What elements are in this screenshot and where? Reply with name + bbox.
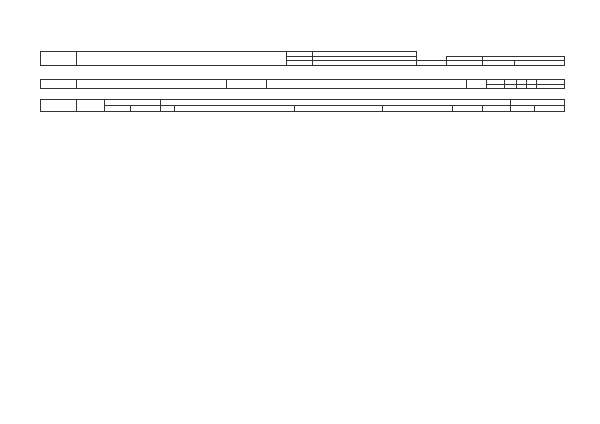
period-end-era bbox=[487, 84, 505, 89]
place-label bbox=[227, 80, 267, 89]
address-value bbox=[313, 61, 417, 66]
tel-label bbox=[417, 61, 447, 66]
period-end-year bbox=[505, 84, 517, 89]
project-info-table bbox=[40, 51, 565, 66]
header-reuse bbox=[131, 106, 161, 112]
work-value bbox=[77, 80, 227, 89]
period-end-note bbox=[537, 84, 565, 89]
header-sub bbox=[483, 106, 511, 112]
client-label bbox=[41, 52, 77, 66]
tel-value bbox=[447, 61, 483, 66]
address-label bbox=[287, 61, 313, 66]
header-generated bbox=[77, 100, 105, 112]
header-amount bbox=[453, 106, 483, 112]
period-label bbox=[467, 80, 487, 89]
manager-label bbox=[483, 61, 515, 66]
header-dest-type bbox=[383, 106, 453, 112]
header-dest bbox=[175, 106, 295, 112]
header-material bbox=[41, 100, 77, 112]
work-info-table bbox=[40, 79, 565, 89]
period-end-month bbox=[517, 84, 527, 89]
work-label bbox=[41, 80, 77, 89]
period-end-month-label bbox=[527, 84, 537, 89]
header-ratio bbox=[535, 106, 565, 112]
header-dest-addr bbox=[295, 106, 383, 112]
manager-value bbox=[515, 61, 565, 66]
client-value bbox=[77, 52, 287, 66]
place-value bbox=[267, 80, 467, 89]
plan-table-header bbox=[40, 99, 565, 112]
header-use bbox=[105, 106, 131, 112]
header-after bbox=[511, 106, 535, 112]
